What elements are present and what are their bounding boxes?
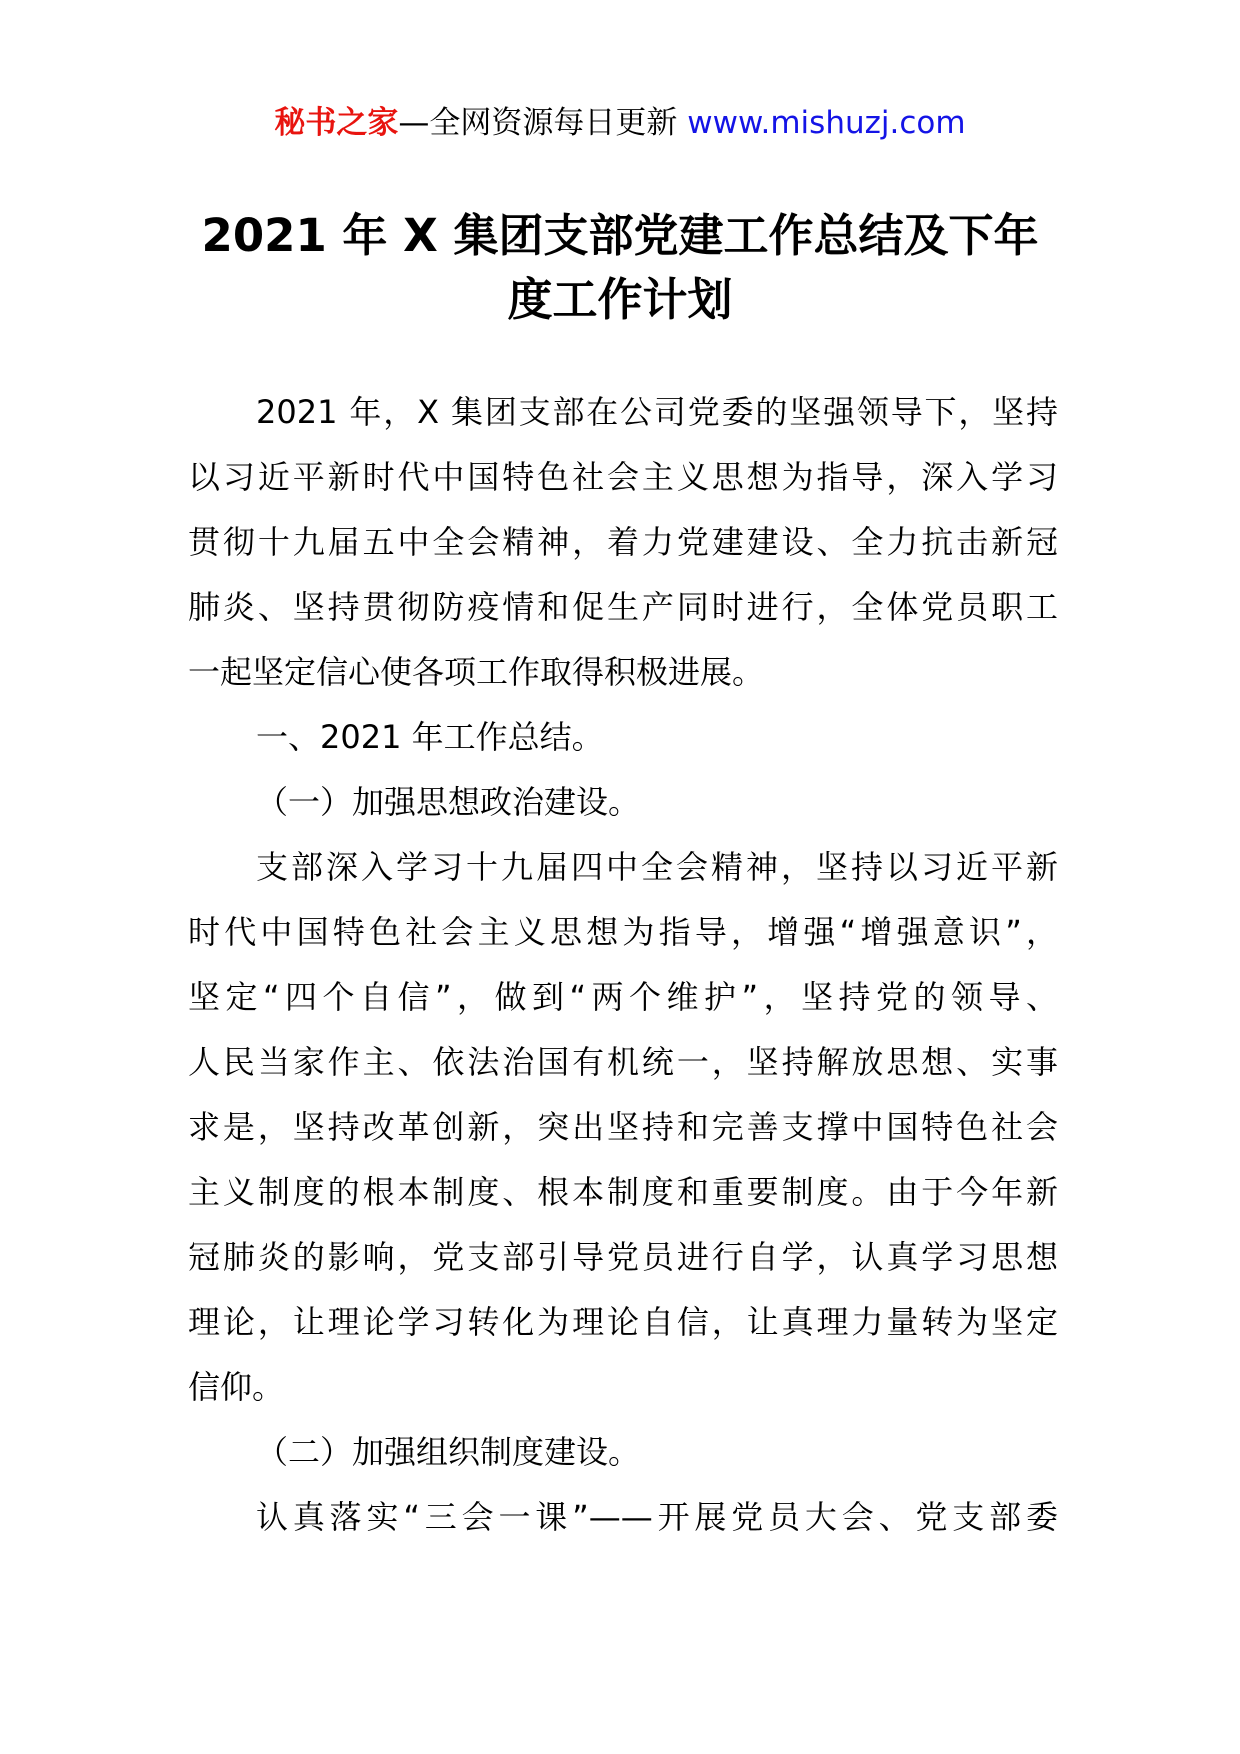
body-line: 贯彻十九届五中全会精神，着力党建建设、全力抗击新冠 <box>188 523 1058 561</box>
section-heading: 一、2021 年工作总结。 <box>256 718 604 756</box>
title-line-1: 2021 年 X 集团支部党建工作总结及下年 <box>201 209 1039 262</box>
body-line: 主义制度的根本制度、根本制度和重要制度。由于今年新 <box>188 1173 1058 1211</box>
title-line-2: 度工作计划 <box>507 273 733 326</box>
subsection-heading: （一）加强思想政治建设。 <box>256 783 641 821</box>
body-line: 理论，让理论学习转化为理论自信，让真理力量转为坚定 <box>188 1303 1058 1341</box>
body-line: 2021 年，X 集团支部在公司党委的坚强领导下，坚持 <box>256 393 1058 431</box>
subsection-heading: （二）加强组织制度建设。 <box>256 1433 641 1471</box>
body-line: 信仰。 <box>188 1368 285 1406</box>
body-line: 冠肺炎的影响，党支部引导党员进行自学，认真学习思想 <box>188 1238 1058 1276</box>
body-line: 肺炎、坚持贯彻防疫情和促生产同时进行，全体党员职工 <box>188 588 1058 626</box>
body-line: 人民当家作主、依法治国有机统一，坚持解放思想、实事 <box>188 1043 1058 1081</box>
site-header <box>0 98 1240 148</box>
body-line: 认真落实“三会一课”——开展党员大会、党支部委 <box>256 1498 1058 1536</box>
document-title <box>150 204 1090 332</box>
body-line: 坚定“四个自信”，做到“两个维护”，坚持党的领导、 <box>188 978 1058 1016</box>
site-url-link[interactable]: www.mishuzj.com <box>687 105 966 141</box>
body-line: 以习近平新时代中国特色社会主义思想为指导，深入学习 <box>188 458 1058 496</box>
document-body <box>188 380 1058 1550</box>
body-line: 一起坚定信心使各项工作取得积极进展。 <box>188 653 765 691</box>
brand-name: 秘书之家 <box>274 105 399 141</box>
body-line: 支部深入学习十九届四中全会精神，坚持以习近平新 <box>256 848 1058 886</box>
body-line: 求是，坚持改革创新，突出坚持和完善支撑中国特色社会 <box>188 1108 1058 1146</box>
body-line: 时代中国特色社会主义思想为指导，增强“增强意识”， <box>188 913 1058 951</box>
header-tagline: —全网资源每日更新 <box>398 105 688 141</box>
